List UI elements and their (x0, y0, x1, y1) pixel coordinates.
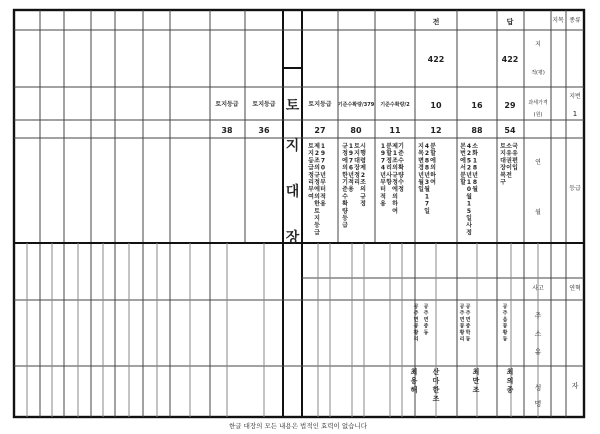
history-note: 분 할 에 의 하 여 (430, 143, 436, 186)
history-note: 기 준 수 확 량 수 정 (398, 143, 404, 194)
history-note: 규 정 에 의 한 기 준 수 확 량 등 급 (342, 143, 348, 230)
lot-number: 1 (572, 110, 578, 118)
ledger-frame (14, 10, 584, 417)
row-number: 10 (430, 101, 442, 110)
history-note: 토 지 등 급 정 리 부 여 (308, 143, 314, 201)
history-note: 1 9 7 4 년 부 터 적 용 (380, 143, 386, 208)
owner-address: 공 주 면 봉 황 리 (413, 304, 419, 343)
grade-numbers (221, 126, 516, 135)
right-header (528, 16, 581, 292)
history-note: 4 2 5 2 년 1 0 월 1 5 일 사 정 (466, 143, 472, 237)
history-note: 본 번 에 서 분 할 (460, 143, 466, 186)
title-char: 대 (285, 184, 300, 200)
row-number: 16 (471, 101, 483, 110)
title-char: 지 (285, 138, 300, 154)
history-note: 소 화 1 8 년 8 월 (472, 143, 478, 194)
harvest-cell: 기준수확량/379 (337, 102, 375, 108)
history-notes (308, 142, 518, 236)
owner-labels (535, 312, 579, 408)
owner-name: 최 의 종 (506, 368, 514, 394)
grade-number: 36 (258, 126, 270, 135)
left-column-grid (40, 10, 302, 417)
land-value-label: 과세가격 (528, 100, 548, 106)
grade-number: 11 (389, 126, 401, 135)
lot-label: 지번 (569, 93, 581, 100)
grade-cell: 토지등급 (215, 101, 239, 108)
reason-label: 연혁 (569, 285, 581, 292)
history-note: 제 2 조 의 규 정 에 의 한 토 지 등 급 (314, 143, 320, 237)
history-note: 토 지 대 장 정 리 (354, 143, 360, 186)
land-category-label: 지목 (552, 17, 564, 24)
owner-label: 주 (534, 312, 542, 320)
history-note: 1 9 7 0 년 부 터 적 용 (320, 143, 326, 208)
grade-number: 12 (430, 126, 442, 135)
area-value: 422 (501, 55, 519, 64)
area-label: 지 (535, 41, 541, 48)
grade-number: 27 (314, 126, 326, 135)
owner-label: 자 (571, 382, 579, 390)
grade-number: 54 (504, 126, 516, 135)
grade-label: 등급 (569, 185, 581, 192)
area-value: 422 (427, 55, 445, 64)
history-note: 국 유 편 입 (512, 143, 518, 172)
owner-records (411, 303, 514, 403)
owner-address: 공 주 읍 봉 황 동 (502, 304, 508, 343)
cause-label: 사고 (532, 285, 544, 292)
land-value-unit: (원) (533, 112, 543, 118)
title-char: 토 (285, 98, 300, 114)
harvest-cell: 기준수확량/2 (380, 102, 410, 108)
owner-label: 소 (534, 330, 542, 338)
history-note: 1 9 7 6 년 적 용 (348, 143, 354, 194)
owner-address: 공 주 면 중 동 (423, 304, 429, 336)
area-unit: 적(평) (531, 70, 545, 76)
owner-address: 공 주 면 봉 황 리 (459, 304, 465, 343)
grade-number: 38 (221, 126, 233, 135)
owner-label: 성 (534, 384, 542, 392)
history-note: 지 목 변 경 년 월 일 (418, 143, 424, 194)
grade-cell: 토지등급 (252, 101, 276, 108)
grade-number: 88 (471, 126, 483, 135)
history-note: 분 할 정 리 사 항 (386, 143, 392, 186)
owner-name: 최 용 해 (410, 368, 418, 394)
history-note: 제 1 조 의 규 정 에 의 하 여 (392, 143, 398, 215)
history-note: 토 지 대 장 복 구 (500, 143, 506, 186)
kind-label: 종류 (569, 17, 581, 24)
month-label: 월 (535, 209, 541, 216)
owner-label: 명 (534, 400, 542, 408)
grade-number: 80 (350, 126, 362, 135)
owner-label: 유 (534, 348, 542, 356)
date-label: 연 (535, 159, 541, 166)
col-label-dap: 답 (506, 18, 514, 26)
grade-cell: 토지등급 (308, 101, 332, 108)
history-note: 4 2 8 8 년 3 월 1 7 일 (424, 143, 430, 215)
col-label-jeon: 전 (432, 18, 440, 26)
history-note: 소 유 권 이 전 (506, 143, 512, 179)
row-number: 29 (504, 101, 516, 110)
title-char: 장 (285, 230, 300, 246)
owner-address: 공 주 면 중 학 동 (465, 304, 471, 343)
history-note: 시 행 령 제 2 조 의 규 정 (360, 143, 366, 208)
owner-name: 최 만 조 (472, 368, 480, 394)
footer-note: 한글 대장의 모든 내용은 법적인 효력이 없습니다 (229, 422, 367, 430)
owner-name: 산 마 한 조 (432, 368, 440, 403)
